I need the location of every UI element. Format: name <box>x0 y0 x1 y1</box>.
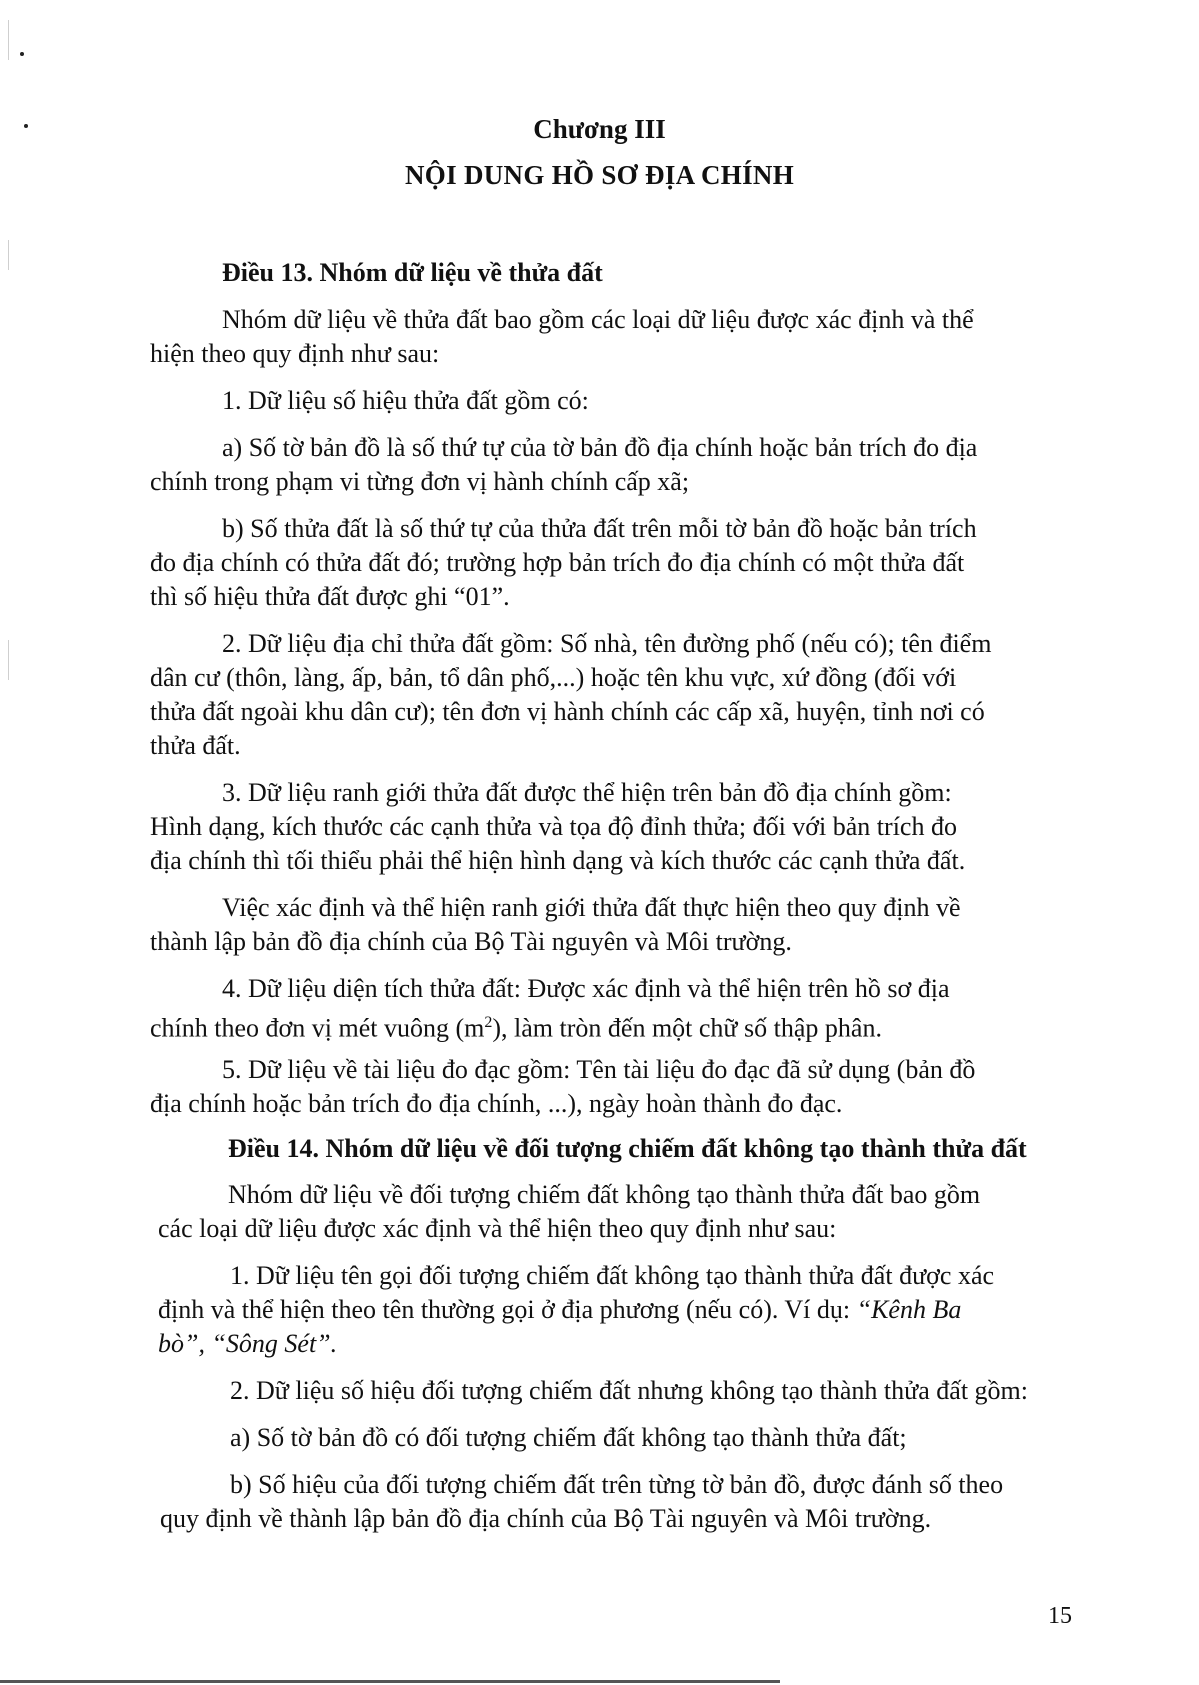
article-14-item-1-line <box>158 1293 961 1327</box>
article-14-item-2b-line: quy định về thành lập bản đồ địa chính của Bộ Tài nguyên và Môi trường. <box>160 1504 932 1533</box>
article-13-item-1b-line: b) Số thửa đất là số thứ tự của thửa đất trên mỗi tờ bản đồ hoặc bản trích <box>222 514 977 543</box>
article-14-intro-line: Nhóm dữ liệu về đối tượng chiếm đất không tạo thành thửa đất bao gồm <box>228 1180 981 1209</box>
article-13-heading: Điều 13. Nhóm dữ liệu về thửa đất <box>222 258 603 287</box>
article-13-item-5-line: 5. Dữ liệu về tài liệu đo đạc gồm: Tên tài liệu đo đạc đã sử dụng (bản đồ <box>222 1055 976 1084</box>
article-13-intro-line: hiện theo quy định như sau: <box>150 339 440 368</box>
scan-bottom-edge <box>0 1680 780 1683</box>
article-13-item-1a-line: a) Số tờ bản đồ là số thứ tự của tờ bản đồ địa chính hoặc bản trích đo địa <box>222 433 978 462</box>
article-14-item-2b-line: b) Số hiệu của đối tượng chiếm đất trên từng tờ bản đồ, được đánh số theo <box>230 1470 1004 1499</box>
article-13-intro-line: Nhóm dữ liệu về thửa đất bao gồm các loại dữ liệu được xác định và thể <box>222 305 974 334</box>
article-13-item-4-line <box>150 1006 882 1046</box>
article-13-item-2-line: thửa đất ngoài khu dân cư); tên đơn vị hành chính các cấp xã, huyện, tỉnh nơi có <box>150 697 985 726</box>
article-14-item-2a: a) Số tờ bản đồ có đối tượng chiếm đất không tạo thành thửa đất; <box>230 1423 907 1452</box>
superscript-2: 2 <box>484 1014 493 1031</box>
scan-dot <box>20 52 24 56</box>
article-13-item-1: 1. Dữ liệu số hiệu thửa đất gồm có: <box>222 386 589 415</box>
article-13-item-3-note-line: Việc xác định và thể hiện ranh giới thửa đất thực hiện theo quy định về <box>222 893 961 922</box>
item-4-text-a: chính theo đơn vị mét vuông (m <box>150 1013 485 1043</box>
article-13-item-3-note-line: thành lập bản đồ địa chính của Bộ Tài nguyên và Môi trường. <box>150 927 792 956</box>
article-14-heading: Điều 14. Nhóm dữ liệu về đối tượng chiếm đất không tạo thành thửa đất <box>228 1134 1027 1163</box>
article-13-item-3-line: địa chính thì tối thiểu phải thể hiện hình dạng và kích thước các cạnh thửa đất. <box>150 846 966 875</box>
article-13-item-3-line: Hình dạng, kích thước các cạnh thửa và tọa độ đỉnh thửa; đối với bản trích đo <box>150 812 957 841</box>
article-13-item-5-line: địa chính hoặc bản trích đo địa chính, ...), ngày hoàn thành đo đạc. <box>150 1089 843 1118</box>
article-13-item-1b-line: thì số hiệu thửa đất được ghi “01”. <box>150 582 510 611</box>
article-14-item-1-line: 1. Dữ liệu tên gọi đối tượng chiếm đất không tạo thành thửa đất được xác <box>230 1261 995 1290</box>
article-13-item-2-line: dân cư (thôn, làng, ấp, bản, tổ dân phố,...) hoặc tên khu vực, xứ đồng (đối với <box>150 663 957 692</box>
scan-edge-line <box>8 640 9 680</box>
example-text: “Kênh Ba <box>856 1295 962 1324</box>
article-13-item-1b-line: đo địa chính có thửa đất đó; trường hợp bản trích đo địa chính có một thửa đất <box>150 548 965 577</box>
article-13-item-2-line: thửa đất. <box>150 731 241 760</box>
item-4-text-b: ), làm tròn đến một chữ số thập phân. <box>492 1013 882 1043</box>
chapter-title: NỘI DUNG HỒ SƠ ĐỊA CHÍNH <box>405 160 794 190</box>
article-14-item-1-line: bò”, “Sông Sét”. <box>158 1329 338 1358</box>
article-14-item-2: 2. Dữ liệu số hiệu đối tượng chiếm đất nhưng không tạo thành thửa đất gồm: <box>230 1376 1029 1405</box>
article-13-item-3-line: 3. Dữ liệu ranh giới thửa đất được thể hiện trên bản đồ địa chính gồm: <box>222 778 952 807</box>
article-13-item-4-line: 4. Dữ liệu diện tích thửa đất: Được xác định và thể hiện trên hồ sơ địa <box>222 974 950 1003</box>
item-1-text: định và thể hiện theo tên thường gọi ở địa phương (nếu có). Ví dụ: <box>158 1295 857 1324</box>
chapter-number: Chương III <box>533 114 666 144</box>
scan-edge-line <box>8 20 9 60</box>
article-13-item-2-line: 2. Dữ liệu địa chỉ thửa đất gồm: Số nhà, tên đường phố (nếu có); tên điểm <box>222 629 992 658</box>
article-14-intro-line: các loại dữ liệu được xác định và thể hiện theo quy định như sau: <box>158 1214 837 1243</box>
article-13-item-1a-line: chính trong phạm vi từng đơn vị hành chính cấp xã; <box>150 467 690 496</box>
page-number: 15 <box>1048 1603 1072 1629</box>
scan-edge-line <box>8 240 9 270</box>
